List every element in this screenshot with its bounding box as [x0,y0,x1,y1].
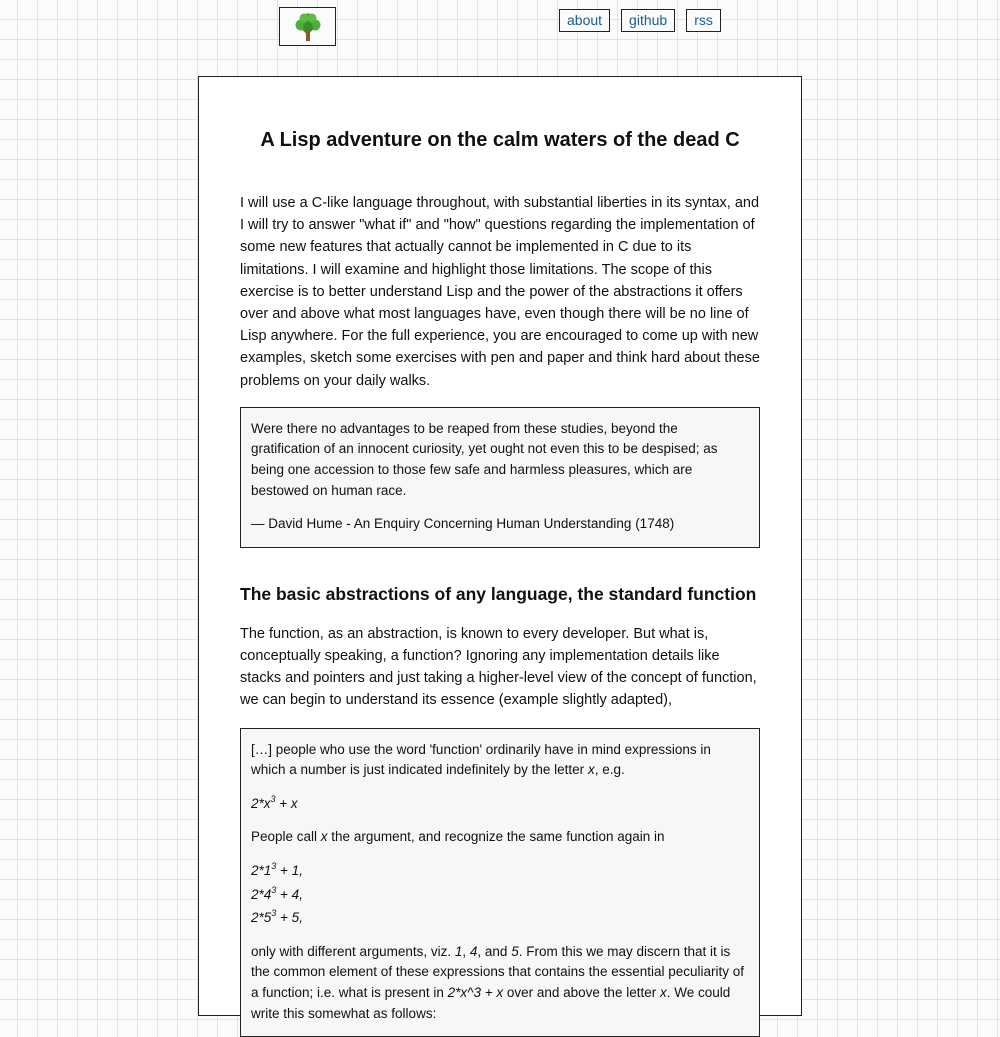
function-quote-line3: only with different arguments, viz. 1, 4, and 5. From this we may discern that it is the common element of these expressions that contains the essential peculiarity of a function; i.e. what is present in 2*x^3 + x over and above the letter x. We could write this somewhat as follows: [251,943,745,1021]
function-quote-line2: People call x the argument, and recognize the same function again in [251,829,665,845]
formula-example-1: $2*1^3 + 1$, [251,860,303,878]
formula-general: $2*x^3 + x$ [251,793,298,811]
hume-quote-text: Were there no advantages to be reaped from these studies, beyond the gratification of an innocent curiosity, yet ought not even this to be despised; as being one accession to those few safe and harmless pleasures, which are bestowed on human race. [251,420,718,498]
hume-quote [240,407,760,548]
intro-paragraph: I will use a C-like language throughout, with substantial liberties in its syntax, and I will try to answer "what if" and "how" questions regarding the implementation of some new features that actually cannot be implemented in C due to its limitations. I will examine and highlight those limitations. The scope of this exercise is to better understand Lisp and the power of the abstractions it offers over and above what most languages have, even though there will be no line of Lisp anywhere. For the full experience, you are encouraged to come up with new examples, sketch some exercises with pen and paper and think hard about these problems on your daily walks. [240,195,760,389]
nav-github-link[interactable]: github [621,9,675,32]
top-nav [559,9,721,32]
tree-icon [294,12,322,42]
function-quote [240,728,760,1037]
formula-example-3: $2*5^3 + 5$, [251,908,303,926]
nav-rss-link[interactable]: rss [686,9,721,32]
function-quote-line1: […] people who use the word 'function' ordinarily have in mind expressions in which a number is just indicated indefinitely by the letter x, e.g. [251,741,711,778]
hume-quote-attribution: — David Hume - An Enquiry Concerning Human Understanding (1748) [251,516,675,532]
site-logo[interactable] [279,7,336,46]
section-paragraph: The function, as an abstraction, is known to every developer. But what is, conceptually speaking, a function? Ignoring any implementation details like stacks and pointers and just taking a higher-level view of the concept of function, we can begin to understand its essence (example slightly adapted), [240,625,757,709]
article-title: A Lisp adventure on the calm waters of the dead C [260,129,740,151]
article-card [198,76,802,1021]
formula-example-2: $2*4^3 + 4$, [251,884,303,902]
nav-about-link[interactable]: about [559,9,610,32]
section-heading: The basic abstractions of any language, the standard function [240,583,757,604]
